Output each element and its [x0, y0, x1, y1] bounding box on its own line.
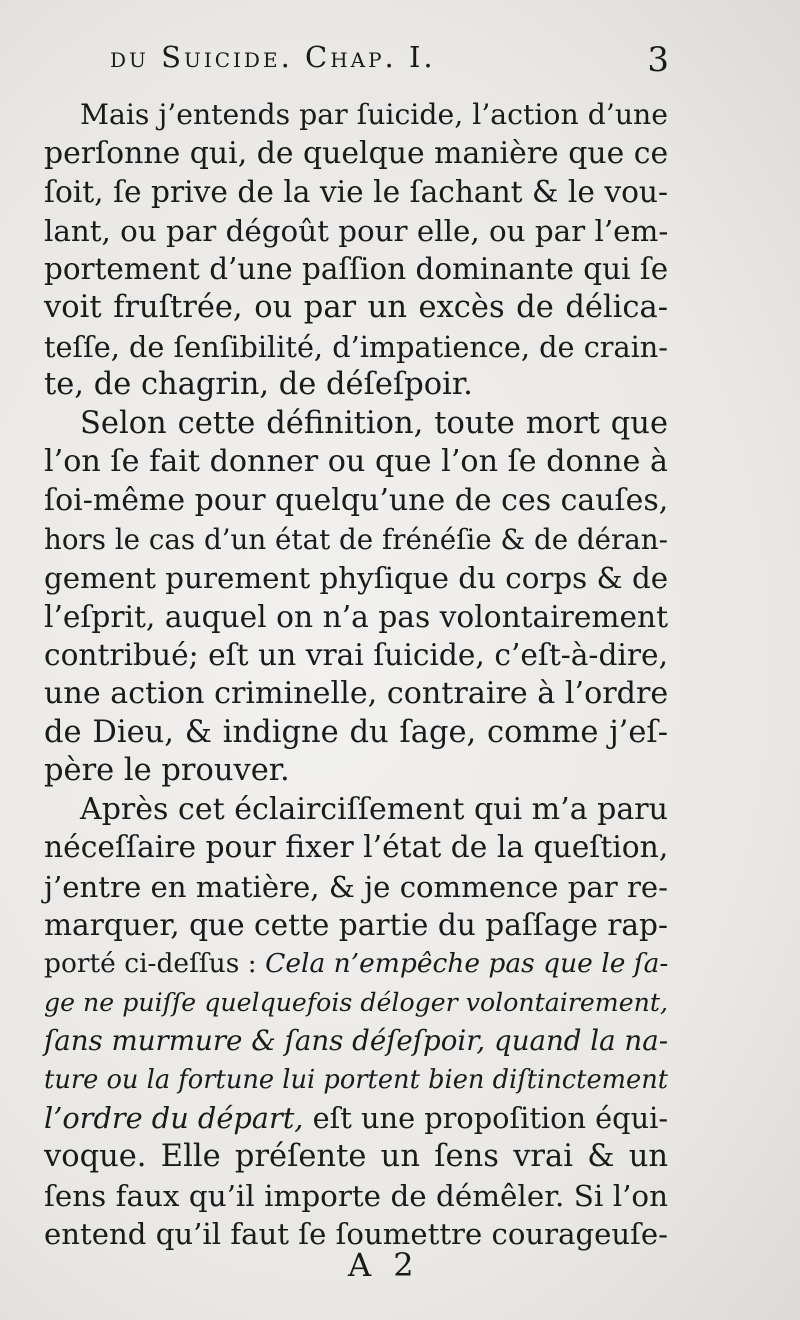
text-line: j’entre en matière, & je commence par re- — [44, 869, 668, 904]
text-line: voque. Elle préſente un ſens vrai & un — [44, 1139, 668, 1175]
text-line — [44, 945, 668, 984]
text-line: voit fruſtrée, ou par un excès de délica- — [44, 289, 668, 325]
page-number: 3 — [647, 40, 670, 80]
text-line: père le prouver. — [44, 753, 290, 789]
text-line: l’on ſe fait donner ou que l’on ſe donne à — [44, 444, 668, 480]
quotation-line: ſans murmure & ſans déſeſpoir, quand la na- — [44, 1024, 669, 1058]
body-text — [44, 96, 668, 1254]
text-line: portement d’une paſſion dominante qui ſe — [44, 252, 669, 287]
signature-mark: A 2 — [348, 1246, 420, 1284]
quotation-italic: Cela n’empêche pas que le ſa- — [265, 948, 669, 980]
text-run: eſt une propoſition équi- — [312, 1101, 669, 1136]
quotation-line: ge ne puiſſe quelquefois déloger volontairement, — [44, 987, 668, 1017]
running-header — [110, 40, 670, 90]
text-line: néceſſaire pour fixer l’état de la queſtion, — [44, 830, 669, 866]
text-line: Après cet éclairciſſement qui m’a paru — [80, 791, 668, 827]
text-line: te, de chagrin, de déſeſpoir. — [44, 367, 473, 403]
text-line: ſoi-même pour quelqu’une de ces cauſes, — [44, 482, 669, 518]
quotation-line: ture ou la fortune lui portent bien diſtinctement — [44, 1064, 669, 1095]
text-line: marquer, que cette partie du paſſage rap- — [44, 908, 668, 943]
text-line: ſoit, ſe prive de la vie le ſachant & le vou- — [44, 174, 668, 210]
text-line: Mais j’entends par ſuicide, l’action d’une — [80, 98, 668, 131]
text-line: lant, ou par dégoût pour elle, ou par l’em- — [44, 213, 669, 248]
text-line: contribué; eſt un vrai ſuicide, c’eſt-à-dire, — [44, 637, 668, 673]
text-line: teſſe, de ſenſibilité, d’impatience, de crain- — [44, 329, 668, 364]
text-line: entend qu’il faut ſe ſoumettre courageuſe- — [44, 1217, 668, 1252]
quotation-italic: l’ordre du départ, — [44, 1101, 304, 1136]
text-line: Selon cette définition, toute mort que — [80, 405, 668, 441]
text-line: hors le cas d’un état de frénéſie & de déran- — [44, 522, 668, 556]
text-line — [44, 1099, 668, 1138]
text-line: de Dieu, & indigne du ſage, comme j’eſ- — [44, 714, 668, 750]
text-line: gement purement phyſique du corps & de — [44, 561, 669, 596]
text-line: perſonne qui, de quelque manière que ce — [44, 135, 669, 171]
text-run: porté ci-deſſus : — [44, 948, 257, 980]
text-line: ſens faux qu’il importe de démêler. Si l’on — [44, 1178, 668, 1213]
text-line: une action criminelle, contraire à l’ordre — [44, 675, 669, 711]
running-title: du Suicide. Chap. I. — [110, 40, 436, 74]
text-line: l’eſprit, auquel on n’a pas volontairement — [44, 598, 668, 634]
